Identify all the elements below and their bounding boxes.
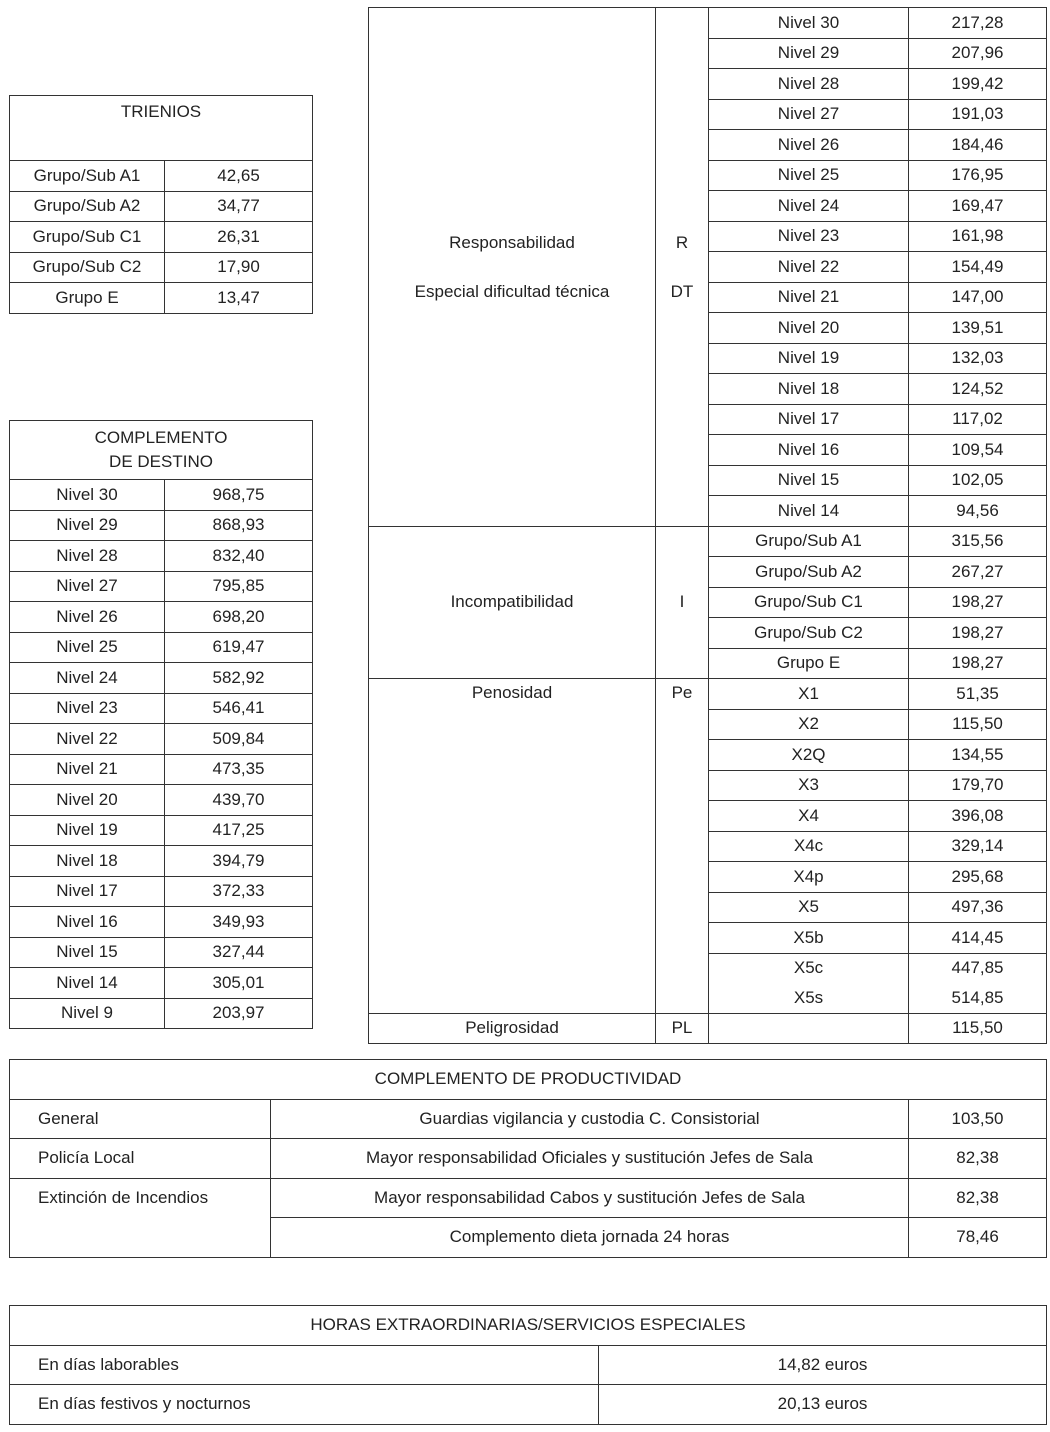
row-label: Grupo/Sub A2 [709, 557, 909, 588]
row-label: Nivel 20 [709, 313, 909, 344]
row-label: Nivel 15 [10, 937, 165, 968]
row-value: 349,93 [165, 907, 313, 938]
row-category: Extinción de Incendios [10, 1178, 271, 1257]
row-value: 94,56 [909, 496, 1047, 527]
row-value: 473,35 [165, 754, 313, 785]
row-value: 203,97 [165, 998, 313, 1029]
row-value: 198,27 [909, 648, 1047, 679]
table-row [10, 1385, 1047, 1425]
row-label: Nivel 17 [709, 404, 909, 435]
table-row [10, 968, 313, 999]
row-label: Nivel 14 [10, 968, 165, 999]
row-amount: 103,50 [909, 1099, 1047, 1139]
complementos-table [368, 7, 1047, 1044]
row-label: X2 [709, 709, 909, 740]
row-value: 134,55 [909, 740, 1047, 771]
row-label: Nivel 22 [709, 252, 909, 283]
row-label: Grupo/Sub C1 [709, 587, 909, 618]
row-value: 795,85 [165, 571, 313, 602]
row-label: Nivel 26 [10, 602, 165, 633]
incompatibilidad-code: I [656, 526, 709, 679]
table-row [10, 480, 313, 511]
row-value: 217,28 [909, 8, 1047, 39]
row-label: Nivel 16 [10, 907, 165, 938]
row-value: 179,70 [909, 770, 1047, 801]
row-value: 267,27 [909, 557, 1047, 588]
table-row [10, 283, 313, 314]
row-label: X4c [709, 831, 909, 862]
row-label: Grupo/Sub A1 [709, 526, 909, 557]
row-label: X3 [709, 770, 909, 801]
row-value: 439,70 [165, 785, 313, 816]
row-label: Nivel 23 [10, 693, 165, 724]
row-value: 115,50 [909, 1013, 1047, 1044]
row-label: Nivel 16 [709, 435, 909, 466]
table-row [10, 571, 313, 602]
row-label: X5c [709, 953, 909, 983]
row-label: Nivel 19 [10, 815, 165, 846]
row-label: Nivel 17 [10, 876, 165, 907]
row-value: 199,42 [909, 69, 1047, 100]
row-value: 109,54 [909, 435, 1047, 466]
row-value: 14,82 euros [599, 1345, 1047, 1385]
row-label: X5 [709, 892, 909, 923]
row-value: 329,14 [909, 831, 1047, 862]
row-value: 327,44 [165, 937, 313, 968]
row-label: X4 [709, 801, 909, 832]
code-r: R [675, 232, 689, 252]
table-row [369, 8, 1047, 39]
row-label: Nivel 28 [709, 69, 909, 100]
row-label: Nivel 23 [709, 221, 909, 252]
row-label: Grupo/Sub A1 [10, 161, 165, 192]
row-value: 147,00 [909, 282, 1047, 313]
row-value: 154,49 [909, 252, 1047, 283]
table-row [10, 541, 313, 572]
concept-especial-dificultad: Especial dificultad técnica [414, 281, 610, 301]
row-value: 198,27 [909, 587, 1047, 618]
responsabilidad-concept [369, 8, 656, 527]
row-value: 315,56 [909, 526, 1047, 557]
row-value: 509,84 [165, 724, 313, 755]
row-value: 497,36 [909, 892, 1047, 923]
row-label: Nivel 18 [10, 846, 165, 877]
row-label: Nivel 22 [10, 724, 165, 755]
destino-title [10, 421, 313, 480]
row-value: 698,20 [165, 602, 313, 633]
row-label: Nivel 21 [10, 754, 165, 785]
row-value: 447,85 [909, 953, 1047, 983]
row-value: 968,75 [165, 480, 313, 511]
row-value: 414,45 [909, 923, 1047, 954]
row-label: Nivel 15 [709, 465, 909, 496]
row-value: 115,50 [909, 709, 1047, 740]
row-value: 295,68 [909, 862, 1047, 893]
row-label: Nivel 19 [709, 343, 909, 374]
row-value: 13,47 [165, 283, 313, 314]
row-value: 619,47 [165, 632, 313, 663]
table-row [10, 191, 313, 222]
table-row [369, 1013, 1047, 1044]
table-row [10, 937, 313, 968]
row-amount: 82,38 [909, 1139, 1047, 1179]
row-label: X5s [709, 983, 909, 1013]
row-category: Policía Local [10, 1139, 271, 1179]
row-value: 546,41 [165, 693, 313, 724]
row-value: 868,93 [165, 510, 313, 541]
row-value: 184,46 [909, 130, 1047, 161]
productividad-table [9, 1059, 1047, 1258]
table-row [10, 998, 313, 1029]
concept-responsabilidad: Responsabilidad [449, 232, 575, 252]
row-value: 198,27 [909, 618, 1047, 649]
peligrosidad-concept: Peligrosidad [369, 1013, 656, 1044]
row-category: General [10, 1099, 271, 1139]
row-label: Nivel 30 [10, 480, 165, 511]
penosidad-concept: Penosidad [369, 679, 656, 1014]
table-row [10, 846, 313, 877]
row-label [709, 1013, 909, 1044]
row-label: X5b [709, 923, 909, 954]
row-value: 161,98 [909, 221, 1047, 252]
table-row [10, 602, 313, 633]
row-label: Nivel 25 [10, 632, 165, 663]
table-row [10, 693, 313, 724]
row-label: Nivel 9 [10, 998, 165, 1029]
penosidad-code: Pe [656, 679, 709, 1014]
row-value: 20,13 euros [599, 1385, 1047, 1425]
row-label: En días festivos y nocturnos [10, 1385, 599, 1425]
row-label: Nivel 27 [10, 571, 165, 602]
row-label: Nivel 21 [709, 282, 909, 313]
row-value: 139,51 [909, 313, 1047, 344]
table-row [10, 754, 313, 785]
trienios-title: TRIENIOS [10, 96, 313, 161]
row-value: 207,96 [909, 38, 1047, 69]
destino-title-line1: COMPLEMENTO [94, 428, 228, 447]
row-value: 124,52 [909, 374, 1047, 405]
row-label: Nivel 26 [709, 130, 909, 161]
row-value: 169,47 [909, 191, 1047, 222]
row-label: Nivel 27 [709, 99, 909, 130]
peligrosidad-code: PL [656, 1013, 709, 1044]
row-description: Complemento dieta jornada 24 horas [271, 1218, 909, 1258]
destino-title-line2: DE DESTINO [109, 452, 213, 471]
row-label: Nivel 14 [709, 496, 909, 527]
row-value: 191,03 [909, 99, 1047, 130]
row-value: 417,25 [165, 815, 313, 846]
row-label: Nivel 24 [709, 191, 909, 222]
row-label: Grupo E [709, 648, 909, 679]
table-row [10, 1345, 1047, 1385]
row-value: 17,90 [165, 252, 313, 283]
row-value: 582,92 [165, 663, 313, 694]
table-row [10, 222, 313, 253]
row-amount: 82,38 [909, 1178, 1047, 1218]
row-label: Nivel 20 [10, 785, 165, 816]
row-label: Nivel 28 [10, 541, 165, 572]
row-value: 117,02 [909, 404, 1047, 435]
row-value: 305,01 [165, 968, 313, 999]
table-row [10, 161, 313, 192]
horas-title: HORAS EXTRAORDINARIAS/SERVICIOS ESPECIALES [10, 1306, 1047, 1346]
row-description: Mayor responsabilidad Oficiales y sustitución Jefes de Sala [271, 1139, 909, 1179]
row-label: Nivel 30 [709, 8, 909, 39]
table-row [369, 526, 1047, 557]
code-dt: DT [670, 281, 694, 301]
table-row [10, 724, 313, 755]
table-row [10, 785, 313, 816]
table-row [10, 1178, 1047, 1218]
row-value: 514,85 [909, 983, 1047, 1013]
complemento-destino-table [9, 420, 313, 1029]
row-label: Nivel 29 [10, 510, 165, 541]
row-value: 394,79 [165, 846, 313, 877]
table-row [10, 1139, 1047, 1179]
table-row [369, 679, 1047, 710]
row-label: Nivel 25 [709, 160, 909, 191]
row-value: 132,03 [909, 343, 1047, 374]
row-label: Grupo/Sub C2 [10, 252, 165, 283]
table-row [10, 663, 313, 694]
row-description: Mayor responsabilidad Cabos y sustitución Jefes de Sala [271, 1178, 909, 1218]
row-label: X2Q [709, 740, 909, 771]
row-value: 42,65 [165, 161, 313, 192]
incompatibilidad-concept: Incompatibilidad [369, 526, 656, 679]
row-amount: 78,46 [909, 1218, 1047, 1258]
table-row [10, 1099, 1047, 1139]
row-description: Guardias vigilancia y custodia C. Consistorial [271, 1099, 909, 1139]
row-value: 372,33 [165, 876, 313, 907]
row-label: Grupo E [10, 283, 165, 314]
responsabilidad-code [656, 8, 709, 527]
row-label: X4p [709, 862, 909, 893]
horas-extraordinarias-table [9, 1305, 1047, 1425]
row-label: Grupo/Sub C2 [709, 618, 909, 649]
table-row [10, 815, 313, 846]
row-value: 832,40 [165, 541, 313, 572]
row-label: Nivel 18 [709, 374, 909, 405]
row-value: 176,95 [909, 160, 1047, 191]
row-label: Grupo/Sub C1 [10, 222, 165, 253]
table-row [10, 252, 313, 283]
row-value: 396,08 [909, 801, 1047, 832]
productividad-title: COMPLEMENTO DE PRODUCTIVIDAD [10, 1060, 1047, 1100]
row-label: X1 [709, 679, 909, 710]
table-row [10, 632, 313, 663]
row-label: Nivel 24 [10, 663, 165, 694]
row-label: Nivel 29 [709, 38, 909, 69]
row-value: 34,77 [165, 191, 313, 222]
table-row [10, 510, 313, 541]
row-value: 51,35 [909, 679, 1047, 710]
row-label: En días laborables [10, 1345, 599, 1385]
row-value: 102,05 [909, 465, 1047, 496]
row-value: 26,31 [165, 222, 313, 253]
row-label: Grupo/Sub A2 [10, 191, 165, 222]
table-row [10, 876, 313, 907]
table-row [10, 907, 313, 938]
trienios-table [9, 95, 313, 314]
